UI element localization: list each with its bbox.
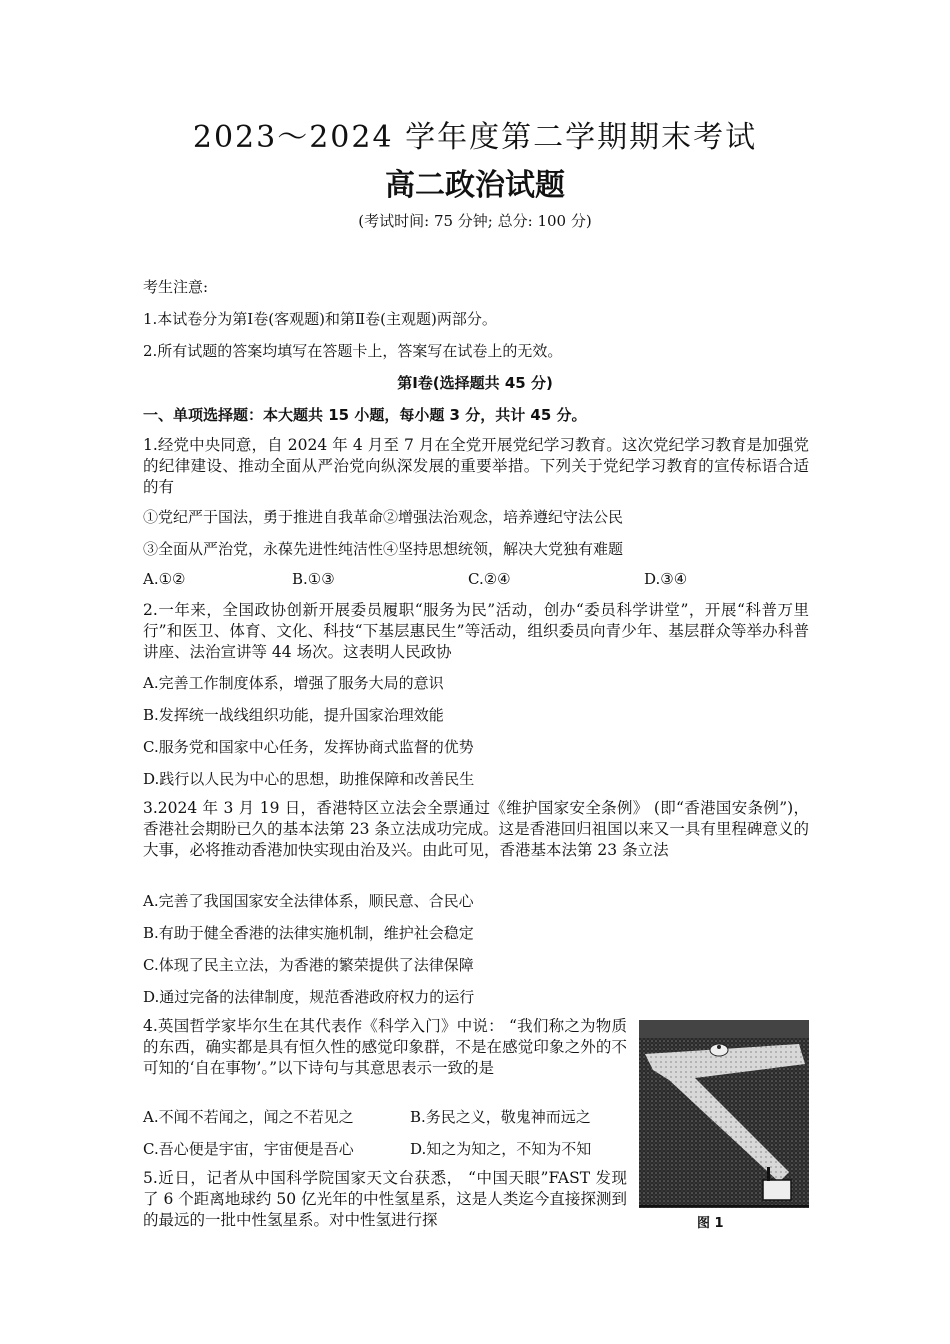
q2-option-d: D.践行以人民为中心的思想，助推保障和改善民生 xyxy=(143,770,475,788)
notice-item-1: 1.本试卷分为第Ⅰ卷(客观题)和第Ⅱ卷(主观题)两部分。 xyxy=(143,310,497,328)
q5-stem: 5.近日，记者从中国科学院国家天文台获悉， “中国天眼”FAST 发现了 6 个距离地球约 50 亿光年的中性氢星系，这是人类迄今直接探测到的最远的一批中性氢星系。对中性氢进行探 xyxy=(143,1169,627,1229)
q2-option-a: A.完善工作制度体系，增强了服务大局的意识 xyxy=(143,674,444,692)
q3-option-a: A.完善了我国国家安全法律体系，顺民意、合民心 xyxy=(143,892,474,910)
q4-stem: 4.英国哲学家毕尔生在其代表作《科学入门》中说： “我们称之为物质的东西，确实都是具有恒久性的感觉印象群，不是在感觉印象之外的不可知的‘自在事物’。”以下诗句与其意思表示一致的是 xyxy=(143,1017,627,1077)
part-heading: 一、单项选择题：本大题共 15 小题，每小题 3 分，共计 45 分。 xyxy=(143,406,587,424)
notice-heading: 考生注意: xyxy=(143,278,209,296)
q2-stem: 2.一年来，全国政协创新开展委员履职“服务为民”活动，创办“委员科学讲堂”，开展“科普万里行”和医卫、体育、文化、科技“下基层惠民生”等活动，组织委员向青少年、基层群众等举办科普讲座、法治宣讲等 44 场次。这表明人民政协 xyxy=(143,601,809,661)
q4-option-b: B.务民之义，敬鬼神而远之 xyxy=(410,1108,591,1126)
q1-option-a: A.①② xyxy=(143,570,186,588)
notice-item-2: 2.所有试题的答案均填写在答题卡上，答案写在试卷上的无效。 xyxy=(143,342,563,360)
q3-option-b: B.有助于健全香港的法律实施机制，维护社会稳定 xyxy=(143,924,474,942)
q4-option-d: D.知之为知之，不知为不知 xyxy=(410,1140,592,1158)
q1-statement-1: ①党纪严于国法，勇于推进自我革命②增强法治观念，培养遵纪守法公民 xyxy=(143,508,624,526)
exam-time-info: (考试时间: 75 分钟; 总分: 100 分) xyxy=(358,212,592,230)
figure-1-caption: 图 1 xyxy=(697,1216,724,1231)
q4-option-c: C.吾心便是宇宙，宇宙便是吾心 xyxy=(143,1140,354,1158)
figure-1-illustration xyxy=(639,1020,809,1208)
q3-option-c: C.体现了民主立法，为香港的繁荣提供了法律保障 xyxy=(143,956,474,974)
q3-option-d: D.通过完备的法律制度，规范香港政府权力的运行 xyxy=(143,988,475,1006)
q1-option-b: B.①③ xyxy=(292,570,335,588)
exam-subtitle: 高二政治试题 xyxy=(385,168,565,203)
q2-option-b: B.发挥统一战线组织功能，提升国家治理效能 xyxy=(143,706,444,724)
section-title: 第Ⅰ卷(选择题共 45 分) xyxy=(397,374,553,392)
q4-option-a: A.不闻不若闻之，闻之不若见之 xyxy=(143,1108,354,1126)
q1-statement-2: ③全面从严治党，永葆先进性纯洁性④坚持思想统领，解决大党独有难题 xyxy=(143,540,624,558)
q3-stem: 3.2024 年 3 月 19 日，香港特区立法会全票通过《维护国家安全条例》 (即“香港国安条例”)，香港社会期盼已久的基本法第 23 条立法成功完成。这是香港回归祖国以来又一具有里程碑意义的大事，必将推动香港加快实现由治及兴。由此可见，香港基本法第 23 条立法 xyxy=(143,799,809,859)
q1-stem: 1.经党中央同意，自 2024 年 4 月至 7 月在全党开展党纪学习教育。这次党纪学习教育是加强党的纪律建设、推动全面从严治党向纵深发展的重要举措。下列关于党纪学习教育的宣传标语合适的有 xyxy=(143,436,809,496)
q2-option-c: C.服务党和国家中心任务，发挥协商式监督的优势 xyxy=(143,738,474,756)
q1-option-c: C.②④ xyxy=(468,570,511,588)
q1-option-d: D.③④ xyxy=(644,570,688,588)
exam-title: 2023～2024 学年度第二学期期末考试 xyxy=(192,120,758,155)
